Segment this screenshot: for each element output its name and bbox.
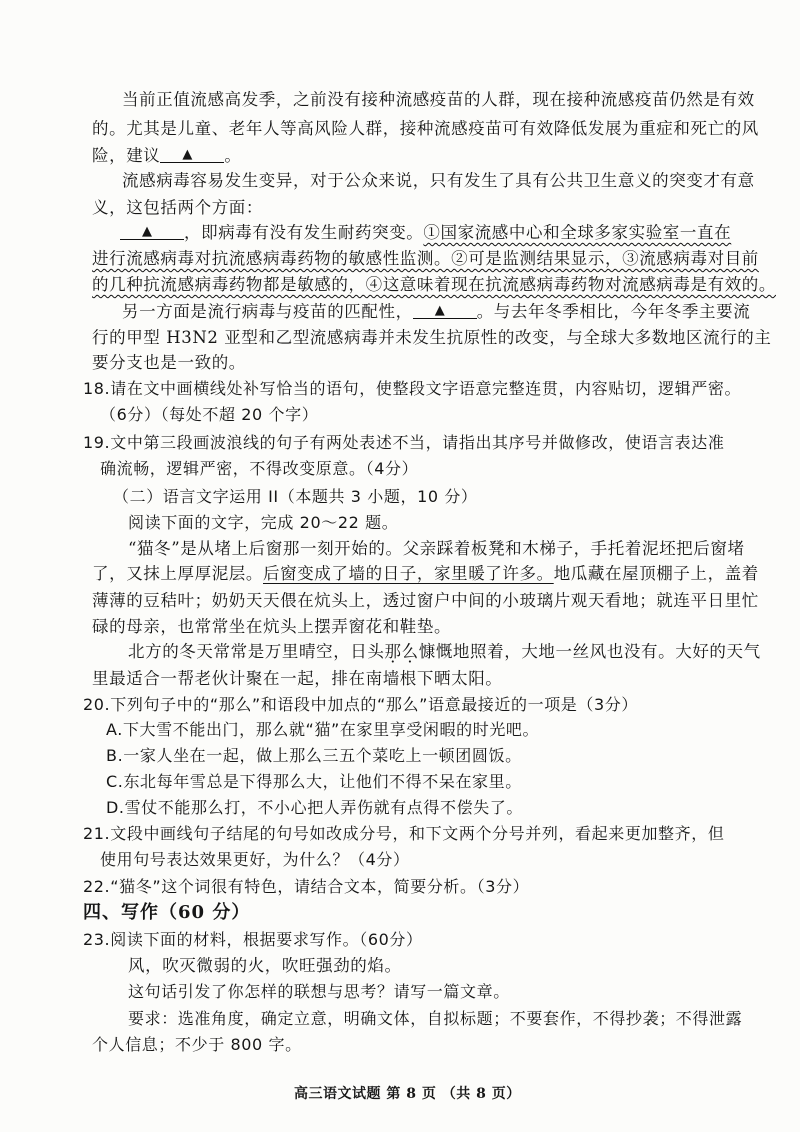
q21-stem-line2: 使用句号表达效果更好，为什么？（4分） [100, 850, 410, 869]
q19-stem-line1: 19.文中第三段画波浪线的句子有两处表述不当，请指出其序号并做修改，使语言表达准 [83, 433, 725, 452]
page-footer: 高三语文试题 第 8 页 （共 8 页） [294, 1086, 521, 1102]
answer-blank-3[interactable] [413, 302, 477, 319]
p3-line1 [120, 222, 731, 244]
passage-line2 [92, 563, 759, 585]
p1-line3-end: 。 [224, 146, 242, 165]
emphasis-dot-char: 么 [401, 642, 419, 661]
p4-line3: 要分支也是一致的。 [92, 353, 246, 372]
section-2-title: （二）语言文字运用 II（本题共 3 小题，10 分） [113, 487, 478, 506]
p4-line2: 行的甲型 H3N2 亚型和乙型流感病毒并未发生抗原性的改变，与全球大多数地区流行的主 [92, 328, 772, 347]
p4-line1-text: 另一方面是流行病毒与疫苗的匹配性， [122, 302, 413, 321]
underlined-sentence: 后窗变成了墙的日子，家里暖了许多。 [263, 564, 554, 583]
blank-marker: ▲ [142, 224, 153, 239]
blank-marker: ▲ [434, 303, 446, 318]
q20-stem: 20.下列句子中的“那么”和语段中加点的“那么”语意最接近的一项是（3分） [83, 695, 638, 714]
passage-line5-end: 慷慨地照着，大地一丝风也没有。大好的天气 [418, 642, 761, 661]
q21-stem-line1: 21.文段中画线句子结尾的句号如改成分号，和下文两个分号并列，看起来更加整齐，但 [83, 824, 725, 843]
p1-line3-text: 险，建议 [92, 146, 161, 165]
answer-blank-1[interactable] [160, 146, 224, 163]
q23-quote: 风，吹灭微弱的火，吹旺强劲的焰。 [128, 956, 402, 975]
p4-line1 [122, 301, 750, 323]
q23-requirements-line1: 要求：选准角度，确定立意，明确文体，自拟标题；不要套作，不得抄袭；不得泄露 [128, 1009, 743, 1028]
p2-line1: 流感病毒容易发生变异，对于公众来说，只有发生了具有公共卫生意义的突变才有意 [122, 171, 755, 190]
q19-stem-line2: 确流畅，逻辑严密，不得改变原意。（4分） [100, 459, 419, 478]
q23-prompt: 这句话引发了你怎样的联想与思考？请写一篇文章。 [128, 982, 510, 1001]
passage-line2-end: 地瓜藏在屋顶棚子上，盖着 [553, 564, 759, 583]
section-4-title: 四、写作（60 分） [83, 902, 251, 923]
dotted-word-name-me [385, 642, 419, 661]
p1-line1: 当前正值流感高发季，之前没有接种流感疫苗的人群，现在接种流感疫苗仍然是有效 [122, 90, 755, 109]
section-2-intro: 阅读下面的文字，完成 20～22 题。 [128, 513, 399, 532]
p1-line2: 的。尤其是儿童、老年人等高风险人群，接种流感疫苗可有效降低发展为重症和死亡的风 [92, 119, 759, 138]
passage-line5 [128, 641, 761, 663]
p1-line3 [92, 145, 242, 167]
passage-line5-start: 北方的冬天常常是万里晴空，日头 [128, 642, 385, 661]
q23-stem: 23.阅读下面的材料，根据要求写作。（60分） [83, 930, 423, 949]
emphasis-dot-char: 那 [384, 642, 402, 661]
q20-option-c[interactable]: C.东北每年雪总是下得那么大，让他们不得不呆在家里。 [106, 772, 522, 791]
wavy-sentence-1: ①国家流感中心和全球多家实验室一直在 [423, 223, 732, 242]
passage-line2-start: 了，又抹上厚厚泥层。 [92, 564, 263, 583]
p3-line2: 进行流感病毒对抗流感病毒药物的敏感性监测。②可是监测结果显示，③流感病毒对目前 [92, 249, 759, 268]
q18-stem-line1: 18.请在文中画横线处补写恰当的语句，使整段文字语意完整连贯，内容贴切，逻辑严密。 [83, 379, 742, 398]
p2-line2: 义，这包括两个方面： [92, 198, 263, 217]
passage-line4: 碌的母亲，也常常坐在炕头上摆弄窗花和鞋垫。 [92, 617, 452, 636]
q23-requirements-line2: 个人信息；不少于 800 字。 [92, 1035, 302, 1054]
p3-line3: 的几种抗流感病毒药物都是敏感的，④这意味着现在抗流感病毒药物对流感病毒是有效的。 [92, 275, 776, 294]
q22-stem: 22.“猫冬”这个词很有特色，请结合文本，简要分析。（3分） [83, 877, 530, 896]
q20-option-a[interactable]: A.下大雪不能出门，那么就“猫”在家里享受闲暇的时光吧。 [106, 720, 540, 739]
blank-marker: ▲ [182, 147, 194, 162]
passage-line6: 里最适合一帮老伙计聚在一起，排在南墙根下晒太阳。 [92, 669, 503, 688]
p3-line1-text: ，即病毒有没有发生耐药突变。 [184, 223, 424, 242]
p4-line1-end: 。与去年冬季相比，今年冬季主要流 [476, 302, 751, 321]
answer-blank-2[interactable] [120, 223, 184, 240]
q18-stem-line2: （6分）（每处不超 20 个字） [100, 405, 319, 424]
passage-line1: “猫冬”是从堵上后窗那一刻开始的。父亲踩着板凳和木梯子，手托着泥坯把后窗堵 [128, 539, 745, 558]
q20-option-d[interactable]: D.雪仗不能那么打，不小心把人弄伤就有点得不偿失了。 [106, 798, 524, 817]
passage-line3: 薄薄的豆秸叶；奶奶天天偎在炕头上，透过窗户中间的小玻璃片观天看地；就连平日里忙 [92, 591, 759, 610]
q20-option-b[interactable]: B.一家人坐在一起，做上那么三五个菜吃上一顿团圆饭。 [106, 746, 522, 765]
